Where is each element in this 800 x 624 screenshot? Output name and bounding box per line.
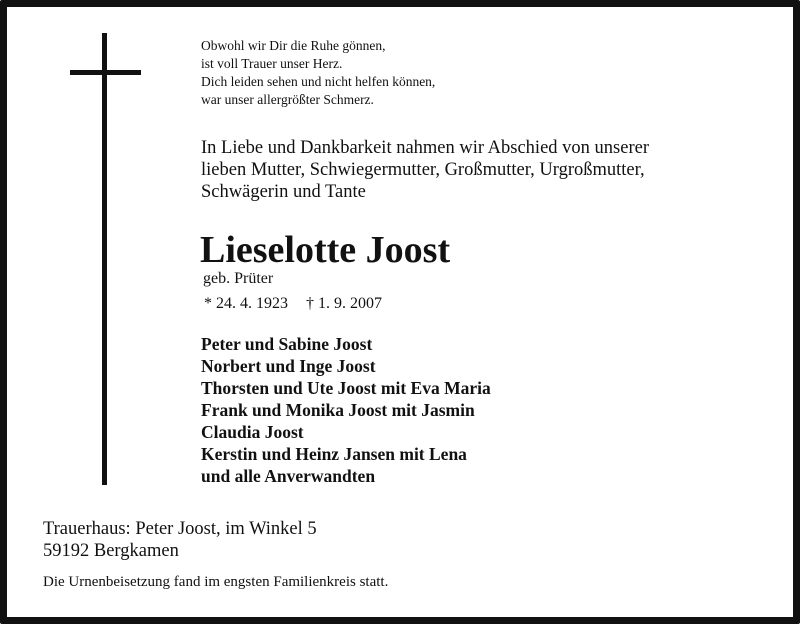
- family-member: und alle Anverwandten: [201, 466, 376, 486]
- intro-line: Schwägerin und Tante: [201, 182, 366, 202]
- poem-line: Obwohl wir Dir die Ruhe gönnen,: [201, 38, 386, 53]
- cross-horizontal-bar: [70, 70, 141, 75]
- intro-line: In Liebe und Dankbarkeit nahmen wir Abschied von unserer: [201, 138, 649, 158]
- family-member: Norbert und Inge Joost: [201, 356, 376, 376]
- family-list: [201, 333, 491, 487]
- poem: [201, 37, 435, 109]
- intro-text: [201, 137, 649, 203]
- death-date: † 1. 9. 2007: [306, 295, 382, 312]
- poem-line: ist voll Trauer unser Herz.: [201, 56, 343, 71]
- family-member: Claudia Joost: [201, 422, 304, 442]
- life-dates: [204, 294, 382, 314]
- mourning-house-address: [43, 518, 317, 562]
- family-member: Kerstin und Heinz Jansen mit Lena: [201, 444, 467, 464]
- family-member: Frank und Monika Joost mit Jasmin: [201, 400, 475, 420]
- address-line: Trauerhaus: Peter Joost, im Winkel 5: [43, 519, 317, 539]
- address-line: 59192 Bergkamen: [43, 541, 179, 561]
- cross-vertical-bar: [102, 33, 107, 485]
- birth-date: * 24. 4. 1923: [204, 295, 288, 312]
- family-member: Peter und Sabine Joost: [201, 334, 373, 354]
- maiden-name: geb. Prüter: [203, 270, 274, 287]
- poem-line: war unser allergrößter Schmerz.: [201, 92, 374, 107]
- deceased-name: Lieselotte Joost: [200, 229, 451, 271]
- family-member: Thorsten und Ute Joost mit Eva Maria: [201, 378, 491, 398]
- poem-line: Dich leiden sehen und nicht helfen können,: [201, 74, 436, 89]
- burial-notice: Die Urnenbeisetzung fand im engsten Familienkreis statt.: [43, 574, 389, 590]
- intro-line: lieben Mutter, Schwiegermutter, Großmutter, Urgroßmutter,: [201, 160, 645, 180]
